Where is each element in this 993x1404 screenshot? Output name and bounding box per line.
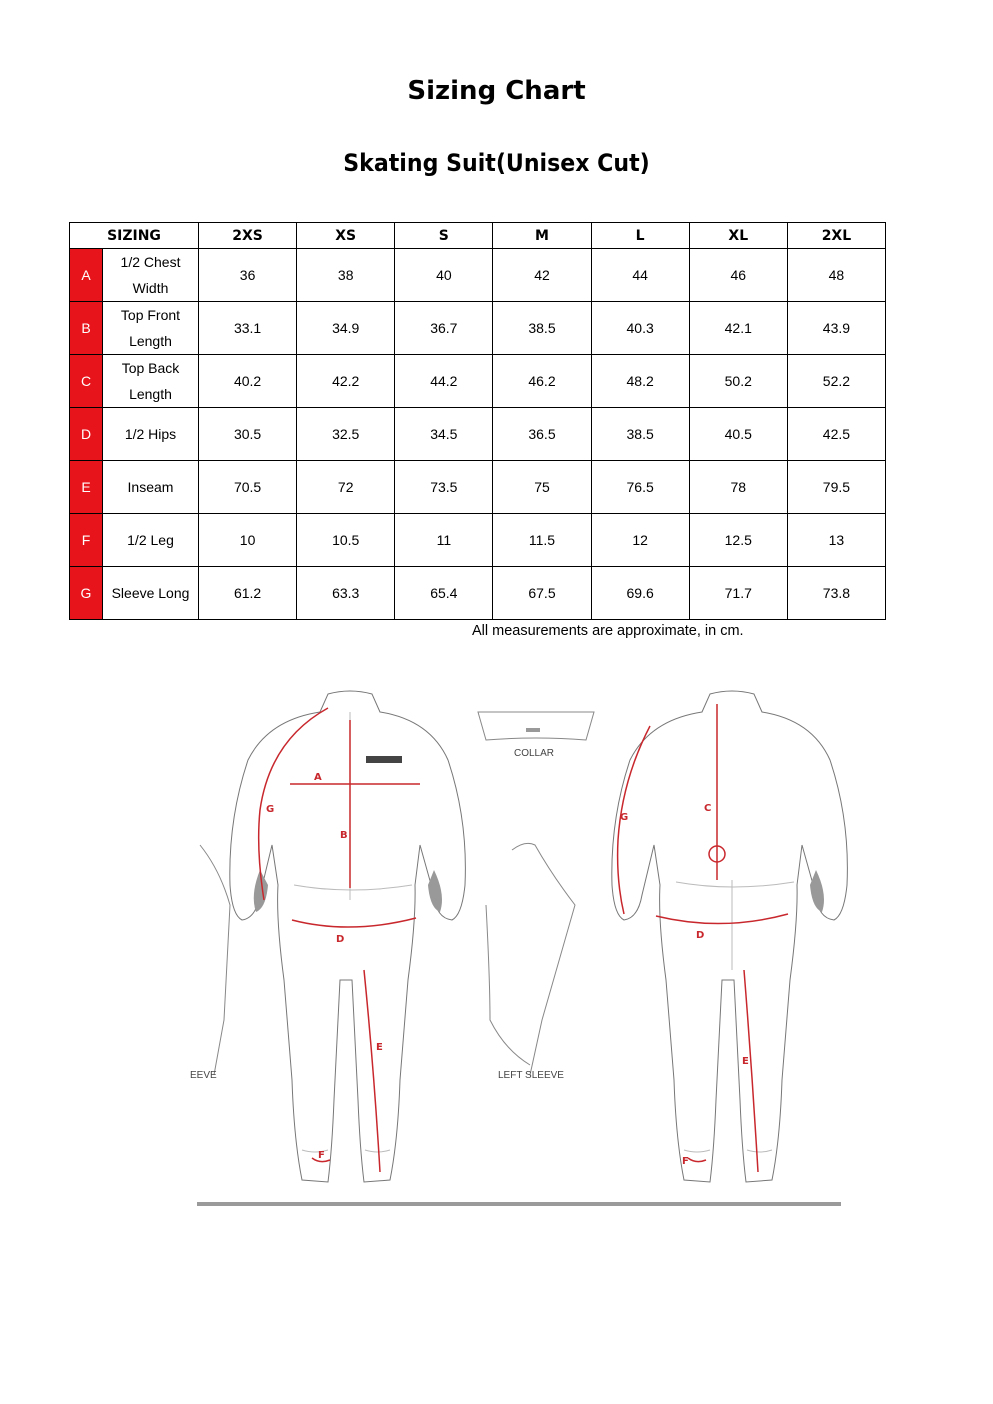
page-title: Sizing Chart: [407, 76, 586, 106]
measure-label: Sleeve Long: [103, 567, 199, 620]
sizing-header-row: [70, 223, 886, 249]
size-value: 36: [199, 249, 297, 302]
size-value: 69.6: [591, 567, 689, 620]
right-sleeve-label: EEVE: [190, 1070, 217, 1081]
measure-code: B: [70, 302, 103, 355]
size-value: 48: [787, 249, 885, 302]
marker-f-back: F: [682, 1156, 689, 1167]
size-value: 79.5: [787, 461, 885, 514]
table-row: [70, 567, 886, 620]
size-value: 38.5: [591, 408, 689, 461]
size-value: 61.2: [199, 567, 297, 620]
size-value: 12.5: [689, 514, 787, 567]
measure-label: Top Back Length: [103, 355, 199, 408]
suit-diagram: [190, 680, 850, 1210]
size-value: 65.4: [395, 567, 493, 620]
marker-e-back: E: [742, 1056, 749, 1067]
marker-a: A: [314, 772, 322, 783]
marker-d-back: D: [696, 930, 705, 941]
size-value: 33.1: [199, 302, 297, 355]
marker-b: B: [340, 830, 348, 841]
size-value: 42.2: [297, 355, 395, 408]
size-value: 40.3: [591, 302, 689, 355]
size-value: 30.5: [199, 408, 297, 461]
size-value: 13: [787, 514, 885, 567]
measure-code: A: [70, 249, 103, 302]
size-value: 75: [493, 461, 591, 514]
size-value: 40.5: [689, 408, 787, 461]
size-value: 11.5: [493, 514, 591, 567]
size-header: L: [591, 223, 689, 249]
size-value: 50.2: [689, 355, 787, 408]
size-value: 44.2: [395, 355, 493, 408]
measure-code: E: [70, 461, 103, 514]
size-value: 76.5: [591, 461, 689, 514]
suit-front: [230, 691, 466, 1182]
size-value: 42: [493, 249, 591, 302]
page-subtitle: Skating Suit(Unisex Cut): [343, 149, 650, 177]
size-value: 40: [395, 249, 493, 302]
table-row: [70, 302, 886, 355]
marker-c: C: [704, 803, 712, 814]
measure-label: Inseam: [103, 461, 199, 514]
size-value: 63.3: [297, 567, 395, 620]
size-value: 40.2: [199, 355, 297, 408]
size-value: 73.8: [787, 567, 885, 620]
measure-label: 1/2 Chest Width: [103, 249, 199, 302]
marker-g-back: G: [620, 812, 629, 823]
measure-code: C: [70, 355, 103, 408]
size-value: 42.1: [689, 302, 787, 355]
measure-code: F: [70, 514, 103, 567]
measure-code: G: [70, 567, 103, 620]
size-header: M: [493, 223, 591, 249]
size-value: 48.2: [591, 355, 689, 408]
size-value: 34.5: [395, 408, 493, 461]
size-value: 11: [395, 514, 493, 567]
size-value: 67.5: [493, 567, 591, 620]
size-value: 52.2: [787, 355, 885, 408]
size-value: 10: [199, 514, 297, 567]
size-value: 32.5: [297, 408, 395, 461]
left-sleeve-label: LEFT SLEEVE: [498, 1070, 564, 1081]
size-value: 10.5: [297, 514, 395, 567]
size-value: 38: [297, 249, 395, 302]
marker-g-front: G: [266, 804, 275, 815]
measurement-note: All measurements are approximate, in cm.: [472, 623, 744, 639]
size-header: 2XS: [199, 223, 297, 249]
table-row: [70, 408, 886, 461]
measure-label: 1/2 Leg: [103, 514, 199, 567]
size-value: 43.9: [787, 302, 885, 355]
size-value: 44: [591, 249, 689, 302]
size-value: 42.5: [787, 408, 885, 461]
size-value: 73.5: [395, 461, 493, 514]
size-value: 34.9: [297, 302, 395, 355]
measure-label: 1/2 Hips: [103, 408, 199, 461]
size-value: 71.7: [689, 567, 787, 620]
footer-rule: [197, 1202, 841, 1206]
size-header: XL: [689, 223, 787, 249]
size-header: S: [395, 223, 493, 249]
sizing-body: [70, 249, 886, 620]
size-header: XS: [297, 223, 395, 249]
size-value: 70.5: [199, 461, 297, 514]
marker-e-front: E: [376, 1042, 383, 1053]
collar-label: COLLAR: [514, 748, 555, 759]
suit-back: [612, 691, 848, 1182]
size-value: 36.7: [395, 302, 493, 355]
size-value: 72: [297, 461, 395, 514]
sizing-header-label: SIZING: [70, 223, 199, 249]
size-header: 2XL: [787, 223, 885, 249]
size-value: 78: [689, 461, 787, 514]
marker-d-front: D: [336, 934, 345, 945]
table-row: [70, 514, 886, 567]
table-row: [70, 249, 886, 302]
sizing-table: [69, 222, 886, 620]
size-value: 46: [689, 249, 787, 302]
collar-pattern: [478, 712, 594, 759]
size-value: 46.2: [493, 355, 591, 408]
measure-code: D: [70, 408, 103, 461]
size-value: 38.5: [493, 302, 591, 355]
table-row: [70, 461, 886, 514]
marker-f-front: F: [318, 1150, 325, 1161]
size-value: 12: [591, 514, 689, 567]
measure-label: Top Front Length: [103, 302, 199, 355]
table-row: [70, 355, 886, 408]
size-value: 36.5: [493, 408, 591, 461]
